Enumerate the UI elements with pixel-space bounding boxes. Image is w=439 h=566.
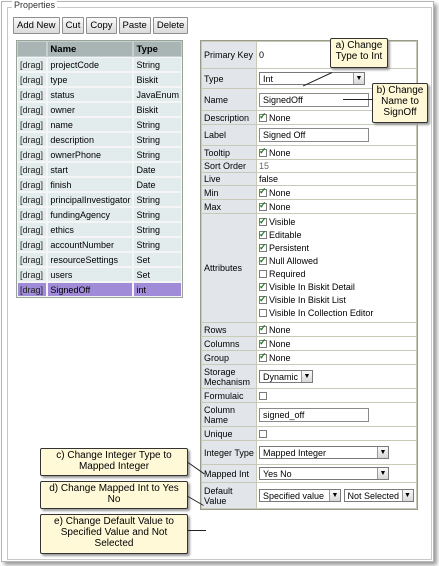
- min-none-checkbox[interactable]: [259, 189, 267, 197]
- live-label: Live: [202, 173, 257, 186]
- attribute-label: Visible In Biskit List: [269, 295, 346, 305]
- table-row[interactable]: [17, 177, 182, 192]
- drag-handle[interactable]: [drag]: [17, 72, 47, 87]
- detail-row-default-value: [202, 483, 417, 509]
- columns-label: Columns: [202, 337, 257, 351]
- rows-label: Rows: [202, 323, 257, 337]
- table-row[interactable]: [17, 162, 182, 177]
- attribute-label: Visible In Collection Editor: [269, 308, 374, 318]
- property-list-body: [17, 57, 182, 297]
- table-row[interactable]: [17, 222, 182, 237]
- group-label: Group: [202, 351, 257, 365]
- type-select[interactable]: [259, 72, 365, 85]
- detail-row-rows: [202, 323, 417, 337]
- property-name-cell[interactable]: SignedOff: [47, 282, 133, 297]
- attribute-option: [259, 294, 414, 307]
- property-type-cell[interactable]: String: [133, 132, 182, 147]
- drag-handle[interactable]: [drag]: [17, 222, 47, 237]
- cut-button[interactable]: Cut: [62, 17, 85, 34]
- drag-handle[interactable]: [drag]: [17, 57, 47, 72]
- detail-row-tooltip: [202, 146, 417, 160]
- property-type-cell[interactable]: String: [133, 237, 182, 252]
- table-row[interactable]: [17, 87, 182, 102]
- chevron-down-icon[interactable]: ▼: [353, 73, 364, 84]
- attribute-checkbox[interactable]: [259, 270, 267, 278]
- rows-none-text: None: [269, 324, 291, 335]
- callout-c: c) Change Integer Type to Mapped Integer: [40, 448, 188, 476]
- attribute-checkbox[interactable]: [259, 231, 267, 239]
- callout-b-pointer: [343, 99, 373, 100]
- formulaic-checkbox[interactable]: [259, 392, 267, 400]
- property-name-cell[interactable]: owner: [47, 102, 133, 117]
- table-row[interactable]: [17, 267, 182, 282]
- attribute-label: Null Allowed: [269, 256, 319, 266]
- unique-label: Unique: [202, 427, 257, 441]
- property-type-cell[interactable]: String: [133, 117, 182, 132]
- property-name-cell[interactable]: accountNumber: [47, 237, 133, 252]
- property-name-cell[interactable]: users: [47, 267, 133, 282]
- unique-checkbox[interactable]: [259, 430, 267, 438]
- sort-order-value: 15: [257, 160, 417, 173]
- property-type-cell[interactable]: Biskit: [133, 102, 182, 117]
- detail-row-label: [202, 125, 417, 146]
- attribute-option: [259, 307, 414, 320]
- table-row[interactable]: [17, 252, 182, 267]
- callout-e: e) Change Default Value to Specified Value and Not Selected: [40, 514, 188, 554]
- attribute-option: [259, 216, 414, 229]
- attribute-checkbox[interactable]: [259, 218, 267, 226]
- min-label: Min: [202, 186, 257, 200]
- group-none-text: None: [269, 352, 291, 363]
- paste-button[interactable]: Paste: [119, 17, 151, 34]
- drag-handle[interactable]: [drag]: [17, 147, 47, 162]
- tooltip-none-text: None: [269, 147, 291, 158]
- attribute-option: [259, 281, 414, 294]
- name-column-header: Name: [47, 41, 133, 57]
- column-name-input[interactable]: signed_off: [259, 408, 369, 422]
- name-input[interactable]: SignedOff: [259, 93, 369, 107]
- property-type-cell[interactable]: Set: [133, 252, 182, 267]
- max-none-text: None: [269, 201, 291, 212]
- table-row[interactable]: [17, 57, 182, 72]
- property-name-cell[interactable]: ownerPhone: [47, 147, 133, 162]
- detail-row-column-name: [202, 403, 417, 427]
- chevron-down-icon[interactable]: ▼: [402, 490, 413, 501]
- property-name-cell[interactable]: name: [47, 117, 133, 132]
- max-label: Max: [202, 200, 257, 214]
- type-select-value: Int: [263, 73, 274, 84]
- property-type-cell[interactable]: JavaEnum: [133, 87, 182, 102]
- chevron-down-icon[interactable]: ▼: [377, 447, 388, 458]
- drag-handle[interactable]: [drag]: [17, 162, 47, 177]
- attribute-option: [259, 229, 414, 242]
- drag-handle[interactable]: [drag]: [17, 132, 47, 147]
- attribute-label: Visible In Biskit Detail: [269, 282, 355, 292]
- drag-handle[interactable]: [drag]: [17, 102, 47, 117]
- table-row[interactable]: [17, 282, 182, 297]
- attribute-label: Editable: [269, 230, 302, 240]
- drag-handle[interactable]: [drag]: [17, 267, 47, 282]
- drag-handle[interactable]: [drag]: [17, 117, 47, 132]
- detail-row-max: [202, 200, 417, 214]
- property-type-cell[interactable]: Date: [133, 177, 182, 192]
- property-list: [16, 40, 183, 298]
- attributes-label: Attributes: [202, 214, 257, 323]
- mapped-int-label: Mapped Int: [202, 465, 257, 483]
- chevron-down-icon[interactable]: ▼: [377, 468, 388, 479]
- drag-handle[interactable]: [drag]: [17, 192, 47, 207]
- integer-type-label: Integer Type: [202, 441, 257, 465]
- attribute-option: [259, 255, 414, 268]
- storage-mechanism-select[interactable]: [259, 370, 313, 383]
- table-row[interactable]: [17, 192, 182, 207]
- table-row[interactable]: [17, 102, 182, 117]
- detail-row-formulaic: [202, 389, 417, 403]
- columns-none-text: None: [269, 338, 291, 349]
- formulaic-label: Formulaic: [202, 389, 257, 403]
- property-type-cell[interactable]: Set: [133, 267, 182, 282]
- detail-row-columns: [202, 337, 417, 351]
- property-name-cell[interactable]: projectCode: [47, 57, 133, 72]
- table-row[interactable]: [17, 117, 182, 132]
- default-value-mode: Specified value: [263, 490, 325, 501]
- detail-row-min: [202, 186, 417, 200]
- group-none-checkbox[interactable]: [259, 354, 267, 362]
- drag-handle[interactable]: [drag]: [17, 177, 47, 192]
- tooltip-none-checkbox[interactable]: [259, 149, 267, 157]
- type-column-header: Type: [133, 41, 182, 57]
- default-value-mode-select[interactable]: [259, 489, 341, 502]
- property-name-cell[interactable]: description: [47, 132, 133, 147]
- property-name-cell[interactable]: status: [47, 87, 133, 102]
- mapped-int-select[interactable]: [259, 467, 389, 480]
- detail-row-attributes: [202, 214, 417, 323]
- property-name-cell[interactable]: start: [47, 162, 133, 177]
- attributes-list: [257, 214, 417, 323]
- table-row[interactable]: [17, 237, 182, 252]
- detail-row-group: [202, 351, 417, 365]
- drag-column-header: [17, 41, 47, 57]
- integer-type-value: Mapped Integer: [263, 447, 327, 458]
- detail-row-unique: [202, 427, 417, 441]
- panel-title: Properties: [14, 0, 56, 10]
- chevron-down-icon[interactable]: ▼: [329, 490, 340, 501]
- live-value: false: [257, 173, 417, 186]
- callout-a: a) Change Type to Int: [330, 38, 388, 68]
- attribute-checkbox[interactable]: [259, 309, 267, 317]
- storage-mechanism-value: Dynamic: [263, 371, 299, 382]
- property-name-cell[interactable]: principalInvestigator: [47, 192, 133, 207]
- name-label: Name: [202, 89, 257, 111]
- tooltip-label: Tooltip: [202, 146, 257, 160]
- attribute-checkbox[interactable]: [259, 257, 267, 265]
- storage-mechanism-label: Storage Mechanism: [202, 365, 257, 389]
- callout-b: b) Change Name to SignOff: [372, 83, 428, 123]
- property-name-cell[interactable]: type: [47, 72, 133, 87]
- mapped-int-value: Yes No: [263, 468, 292, 479]
- attribute-checkbox[interactable]: [259, 296, 267, 304]
- attribute-option: [259, 242, 414, 255]
- property-name-cell[interactable]: fundingAgency: [47, 207, 133, 222]
- table-row[interactable]: [17, 207, 182, 222]
- property-name-cell[interactable]: ethics: [47, 222, 133, 237]
- attribute-checkbox[interactable]: [259, 283, 267, 291]
- max-none-checkbox[interactable]: [259, 203, 267, 211]
- property-name-cell[interactable]: finish: [47, 177, 133, 192]
- property-type-cell[interactable]: String: [133, 147, 182, 162]
- attribute-option: [259, 268, 414, 281]
- description-none-checkbox[interactable]: [259, 114, 267, 122]
- property-type-cell[interactable]: String: [133, 222, 182, 237]
- property-type-cell[interactable]: Biskit: [133, 72, 182, 87]
- detail-row-integer-type: [202, 441, 417, 465]
- drag-handle[interactable]: [drag]: [17, 237, 47, 252]
- callout-e-pointer: [188, 530, 206, 531]
- property-type-cell[interactable]: String: [133, 207, 182, 222]
- sort-order-label: Sort Order: [202, 160, 257, 173]
- property-type-cell[interactable]: int: [133, 282, 182, 297]
- detail-row-mapped-int: [202, 465, 417, 483]
- drag-handle[interactable]: [drag]: [17, 282, 47, 297]
- column-name-label: Column Name: [202, 403, 257, 427]
- detail-row-sort-order: [202, 160, 417, 173]
- property-name-cell[interactable]: resourceSettings: [47, 252, 133, 267]
- description-label: Description: [202, 111, 257, 125]
- rows-none-checkbox[interactable]: [259, 326, 267, 334]
- add-new-button[interactable]: Add New: [13, 17, 60, 34]
- label-label: Label: [202, 125, 257, 146]
- detail-row-storage: [202, 365, 417, 389]
- drag-handle[interactable]: [drag]: [17, 252, 47, 267]
- delete-button[interactable]: Delete: [153, 17, 188, 34]
- attribute-label: Persistent: [269, 243, 310, 253]
- label-input[interactable]: Signed Off: [259, 128, 369, 142]
- callout-d: d) Change Mapped Int to Yes No: [40, 481, 188, 509]
- integer-type-select[interactable]: [259, 446, 389, 459]
- default-value-value: Not Selected: [347, 490, 400, 501]
- primary-key-label: Primary Key: [202, 42, 257, 69]
- chevron-down-icon[interactable]: ▼: [301, 371, 312, 382]
- columns-none-checkbox[interactable]: [259, 340, 267, 348]
- attribute-checkbox[interactable]: [259, 244, 267, 252]
- copy-button[interactable]: Copy: [86, 17, 116, 34]
- attribute-label: Visible: [269, 217, 296, 227]
- detail-row-live: [202, 173, 417, 186]
- property-type-cell[interactable]: String: [133, 57, 182, 72]
- drag-handle[interactable]: [drag]: [17, 207, 47, 222]
- min-none-text: None: [269, 187, 291, 198]
- attribute-label: Required: [269, 269, 306, 279]
- default-value-label: Default Value: [202, 483, 257, 509]
- default-value-select[interactable]: [344, 489, 414, 502]
- property-type-cell[interactable]: Date: [133, 162, 182, 177]
- table-row[interactable]: [17, 132, 182, 147]
- primary-key-value: 0: [257, 42, 417, 69]
- description-none-text: None: [269, 112, 291, 123]
- property-type-cell[interactable]: String: [133, 192, 182, 207]
- table-row[interactable]: [17, 147, 182, 162]
- toolbar: [13, 17, 188, 34]
- drag-handle[interactable]: [drag]: [17, 87, 47, 102]
- table-row[interactable]: [17, 72, 182, 87]
- type-label: Type: [202, 69, 257, 89]
